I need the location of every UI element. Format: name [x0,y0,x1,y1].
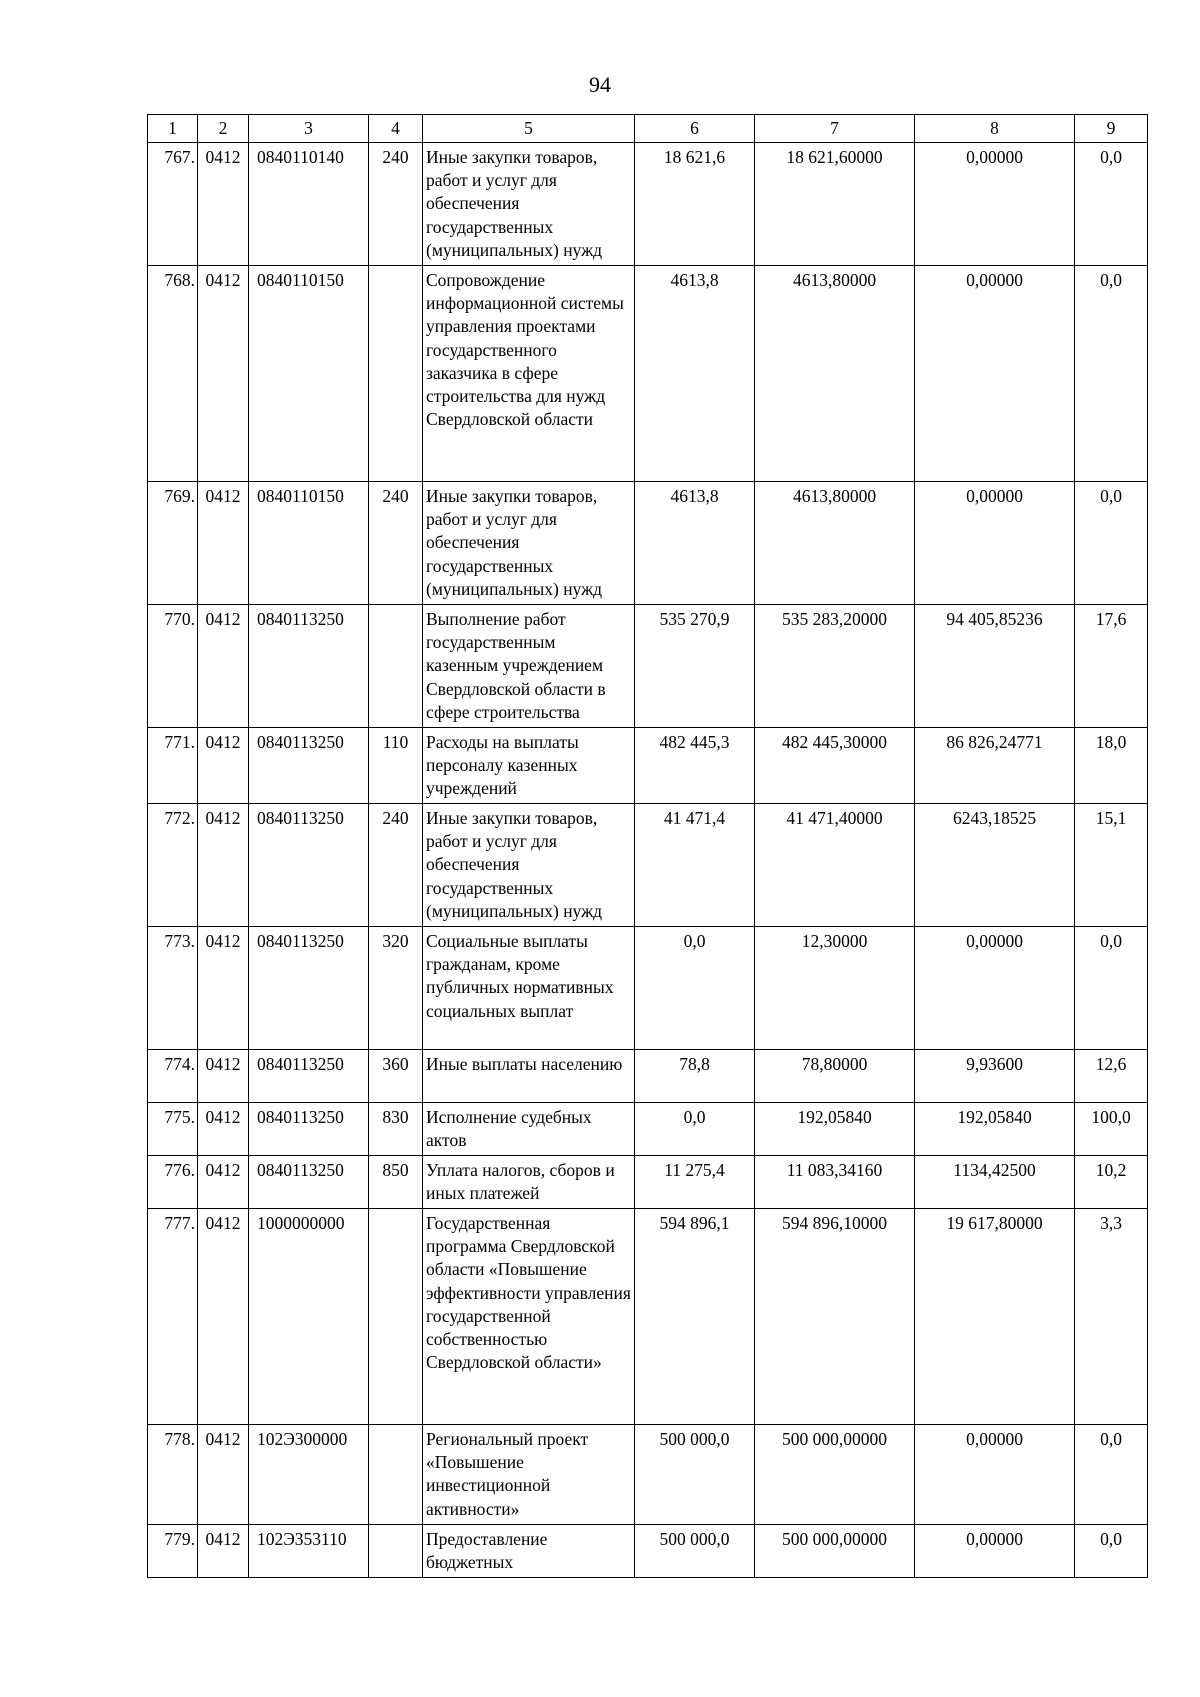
planned-amount-cell: 594 896,1 [635,1209,755,1425]
target-article-code-cell: 0840113250 [249,728,369,804]
table-row [148,1525,1148,1578]
adjusted-amount-cell: 4613,80000 [755,266,915,482]
target-article-code-cell: 102Э353110 [249,1525,369,1578]
item-name-cell: Иные закупки товаров, работ и услуг для обеспечения государственных (муниципальных) нужд [423,143,635,266]
table-row [148,728,1148,804]
planned-amount-cell: 0,0 [635,927,755,1050]
section-code-cell: 0412 [198,1425,249,1525]
adjusted-amount-cell: 41 471,40000 [755,804,915,927]
table-row [148,605,1148,728]
target-article-code-cell: 0840113250 [249,1156,369,1209]
section-code-cell: 0412 [198,266,249,482]
row-number-cell: 773. [148,927,198,1050]
item-name-cell: Социальные выплаты гражданам, кроме публичных нормативных социальных выплат [423,927,635,1050]
adjusted-amount-cell: 482 445,30000 [755,728,915,804]
target-article-code-cell: 0840110140 [249,143,369,266]
expense-type-code-cell: 240 [369,143,423,266]
row-number-cell: 776. [148,1156,198,1209]
item-name-cell: Расходы на выплаты персоналу казенных учреждений [423,728,635,804]
header-cell: 2 [198,115,249,143]
adjusted-amount-cell: 11 083,34160 [755,1156,915,1209]
planned-amount-cell: 78,8 [635,1050,755,1103]
table-header-row [148,115,1148,143]
target-article-code-cell: 0840113250 [249,1050,369,1103]
execution-percent-cell: 0,0 [1075,143,1148,266]
section-code-cell: 0412 [198,1103,249,1156]
planned-amount-cell: 482 445,3 [635,728,755,804]
target-article-code-cell: 0840113250 [249,605,369,728]
expense-type-code-cell: 110 [369,728,423,804]
row-number-cell: 778. [148,1425,198,1525]
item-name-cell: Иные выплаты населению [423,1050,635,1103]
section-code-cell: 0412 [198,143,249,266]
expense-type-code-cell: 240 [369,482,423,605]
item-name-cell: Государственная программа Свердловской области «Повышение эффективности управления государственной собственностью Свердловской области» [423,1209,635,1425]
item-name-cell: Сопровождение информационной системы управления проектами государственного заказчика в сфере строительства для нужд Свердловской области [423,266,635,482]
expense-type-code-cell: 240 [369,804,423,927]
item-name-cell: Выполнение работ государственным казенным учреждением Свердловской области в сфере строительства [423,605,635,728]
row-number-cell: 779. [148,1525,198,1578]
execution-percent-cell: 18,0 [1075,728,1148,804]
item-name-cell: Предоставление бюджетных [423,1525,635,1578]
header-cell: 8 [915,115,1075,143]
header-cell: 1 [148,115,198,143]
expense-type-code-cell: 830 [369,1103,423,1156]
executed-amount-cell: 0,00000 [915,1525,1075,1578]
executed-amount-cell: 94 405,85236 [915,605,1075,728]
section-code-cell: 0412 [198,728,249,804]
expense-type-code-cell [369,1525,423,1578]
section-code-cell: 0412 [198,1209,249,1425]
target-article-code-cell: 0840113250 [249,927,369,1050]
executed-amount-cell: 6243,18525 [915,804,1075,927]
adjusted-amount-cell: 500 000,00000 [755,1425,915,1525]
adjusted-amount-cell: 12,30000 [755,927,915,1050]
adjusted-amount-cell: 18 621,60000 [755,143,915,266]
page-number: 94 [589,72,611,97]
row-number-cell: 772. [148,804,198,927]
expense-type-code-cell [369,266,423,482]
planned-amount-cell: 11 275,4 [635,1156,755,1209]
planned-amount-cell: 500 000,0 [635,1425,755,1525]
row-number-cell: 767. [148,143,198,266]
expense-type-code-cell: 360 [369,1050,423,1103]
execution-percent-cell: 0,0 [1075,927,1148,1050]
expense-type-code-cell [369,1425,423,1525]
row-number-cell: 777. [148,1209,198,1425]
section-code-cell: 0412 [198,1525,249,1578]
row-number-cell: 774. [148,1050,198,1103]
execution-percent-cell: 0,0 [1075,1525,1148,1578]
execution-percent-cell: 15,1 [1075,804,1148,927]
executed-amount-cell: 86 826,24771 [915,728,1075,804]
target-article-code-cell: 0840113250 [249,804,369,927]
header-cell: 5 [423,115,635,143]
execution-percent-cell: 12,6 [1075,1050,1148,1103]
executed-amount-cell: 0,00000 [915,143,1075,266]
execution-percent-cell: 100,0 [1075,1103,1148,1156]
section-code-cell: 0412 [198,804,249,927]
target-article-code-cell: 0840110150 [249,266,369,482]
executed-amount-cell: 0,00000 [915,1425,1075,1525]
table-row [148,1050,1148,1103]
adjusted-amount-cell: 4613,80000 [755,482,915,605]
target-article-code-cell: 102Э300000 [249,1425,369,1525]
adjusted-amount-cell: 78,80000 [755,1050,915,1103]
execution-percent-cell: 0,0 [1075,266,1148,482]
adjusted-amount-cell: 500 000,00000 [755,1525,915,1578]
budget-table [147,114,1148,1578]
expense-type-code-cell [369,605,423,728]
planned-amount-cell: 0,0 [635,1103,755,1156]
section-code-cell: 0412 [198,1156,249,1209]
table-row [148,1209,1148,1425]
item-name-cell: Региональный проект «Повышение инвестиционной активности» [423,1425,635,1525]
planned-amount-cell: 41 471,4 [635,804,755,927]
execution-percent-cell: 10,2 [1075,1156,1148,1209]
item-name-cell: Иные закупки товаров, работ и услуг для обеспечения государственных (муниципальных) нужд [423,804,635,927]
header-cell: 3 [249,115,369,143]
expense-type-code-cell [369,1209,423,1425]
row-number-cell: 771. [148,728,198,804]
target-article-code-cell: 0840113250 [249,1103,369,1156]
table-row [148,1156,1148,1209]
target-article-code-cell: 1000000000 [249,1209,369,1425]
row-number-cell: 768. [148,266,198,482]
execution-percent-cell: 0,0 [1075,1425,1148,1525]
executed-amount-cell: 192,05840 [915,1103,1075,1156]
row-number-cell: 769. [148,482,198,605]
section-code-cell: 0412 [198,605,249,728]
adjusted-amount-cell: 594 896,10000 [755,1209,915,1425]
header-cell: 9 [1075,115,1148,143]
row-number-cell: 770. [148,605,198,728]
table-row [148,482,1148,605]
row-number-cell: 775. [148,1103,198,1156]
adjusted-amount-cell: 535 283,20000 [755,605,915,728]
table-row [148,266,1148,482]
section-code-cell: 0412 [198,482,249,605]
planned-amount-cell: 4613,8 [635,266,755,482]
executed-amount-cell: 9,93600 [915,1050,1075,1103]
target-article-code-cell: 0840110150 [249,482,369,605]
item-name-cell: Иные закупки товаров, работ и услуг для обеспечения государственных (муниципальных) нужд [423,482,635,605]
table-row [148,143,1148,266]
header-cell: 7 [755,115,915,143]
executed-amount-cell: 19 617,80000 [915,1209,1075,1425]
header-cell: 6 [635,115,755,143]
item-name-cell: Исполнение судебных актов [423,1103,635,1156]
executed-amount-cell: 0,00000 [915,482,1075,605]
table-row [148,1103,1148,1156]
item-name-cell: Уплата налогов, сборов и иных платежей [423,1156,635,1209]
expense-type-code-cell: 320 [369,927,423,1050]
execution-percent-cell: 3,3 [1075,1209,1148,1425]
expense-type-code-cell: 850 [369,1156,423,1209]
table-row [148,927,1148,1050]
adjusted-amount-cell: 192,05840 [755,1103,915,1156]
executed-amount-cell: 0,00000 [915,927,1075,1050]
executed-amount-cell: 1134,42500 [915,1156,1075,1209]
section-code-cell: 0412 [198,1050,249,1103]
planned-amount-cell: 535 270,9 [635,605,755,728]
table-row [148,1425,1148,1525]
header-cell: 4 [369,115,423,143]
planned-amount-cell: 18 621,6 [635,143,755,266]
execution-percent-cell: 0,0 [1075,482,1148,605]
planned-amount-cell: 4613,8 [635,482,755,605]
executed-amount-cell: 0,00000 [915,266,1075,482]
execution-percent-cell: 17,6 [1075,605,1148,728]
table-row [148,804,1148,927]
planned-amount-cell: 500 000,0 [635,1525,755,1578]
section-code-cell: 0412 [198,927,249,1050]
